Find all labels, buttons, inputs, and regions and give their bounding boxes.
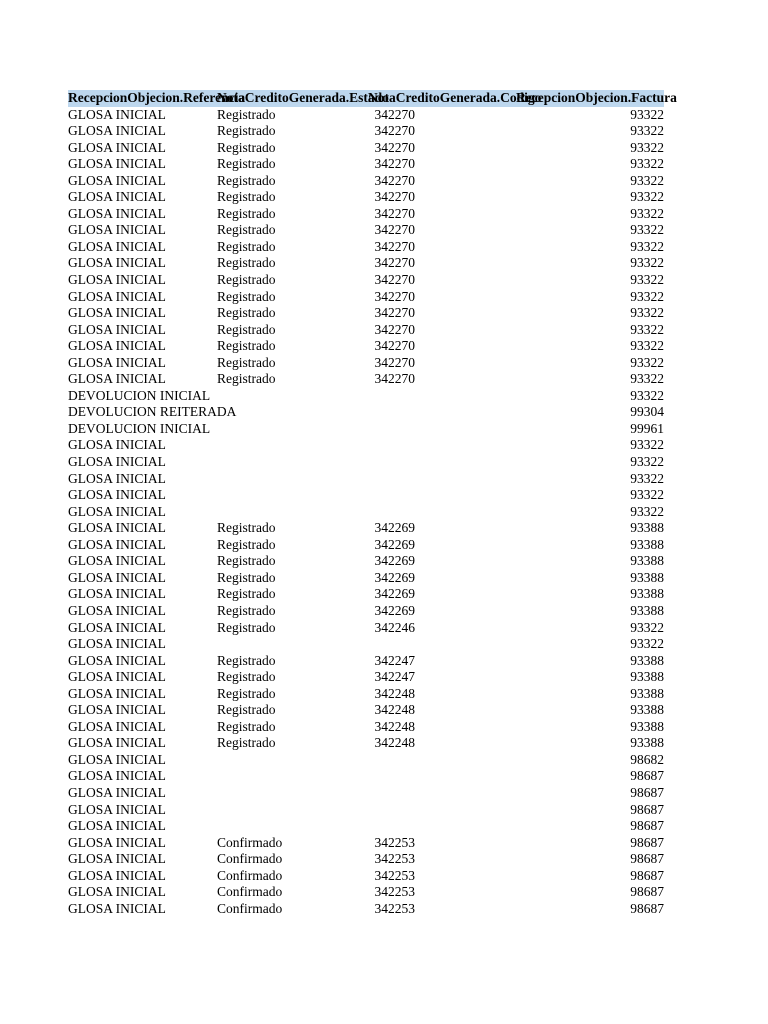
table-row (68, 222, 664, 239)
cell-referencia[interactable]: GLOSA INICIAL (68, 751, 166, 767)
cell-referencia[interactable]: GLOSA INICIAL (68, 867, 166, 883)
cell-estado[interactable]: Registrado (217, 520, 276, 536)
table-row (68, 719, 664, 736)
cell-estado[interactable] (217, 504, 368, 521)
cell-referencia[interactable]: GLOSA INICIAL (68, 569, 166, 585)
cell-factura[interactable]: 93322 (630, 123, 664, 139)
cell-factura[interactable]: 93322 (630, 321, 664, 337)
cell-codigo[interactable]: 342270 (374, 123, 415, 139)
cell-factura[interactable]: 93388 (630, 652, 664, 668)
cell-referencia[interactable]: GLOSA INICIAL (68, 437, 166, 453)
cell-referencia[interactable]: GLOSA INICIAL (68, 669, 166, 685)
cell-estado[interactable] (217, 802, 368, 819)
cell-factura[interactable]: 93388 (630, 569, 664, 585)
cell-estado[interactable] (217, 404, 368, 421)
table-row (68, 818, 664, 835)
cell-codigo[interactable] (368, 437, 516, 454)
cell-factura[interactable]: 93322 (630, 503, 664, 519)
cell-referencia[interactable]: GLOSA INICIAL (68, 305, 166, 321)
cell-factura[interactable]: 93388 (630, 520, 664, 536)
cell-referencia[interactable]: GLOSA INICIAL (68, 503, 166, 519)
cell-factura[interactable]: 98687 (630, 900, 664, 916)
cell-estado[interactable]: Registrado (217, 553, 276, 569)
cell-referencia[interactable]: GLOSA INICIAL (68, 718, 166, 734)
cell-factura[interactable]: 99304 (630, 404, 664, 420)
header-row (68, 90, 677, 107)
cell-codigo[interactable]: 342270 (374, 371, 415, 387)
cell-estado[interactable]: Confirmado (217, 884, 283, 900)
cell-factura[interactable]: 93322 (630, 222, 664, 238)
cell-estado[interactable]: Registrado (217, 602, 276, 618)
table-row (68, 272, 664, 289)
cell-referencia[interactable]: GLOSA INICIAL (68, 818, 166, 834)
table-row (68, 851, 664, 868)
cell-referencia[interactable]: GLOSA INICIAL (68, 205, 166, 221)
cell-factura[interactable]: 98687 (630, 834, 664, 850)
cell-estado[interactable]: Registrado (217, 586, 276, 602)
cell-factura[interactable]: 93322 (630, 619, 664, 635)
table-row (68, 355, 664, 372)
cell-factura[interactable]: 93322 (630, 354, 664, 370)
cell-estado[interactable] (217, 785, 368, 802)
table-row (68, 437, 664, 454)
cell-factura[interactable]: 93322 (630, 288, 664, 304)
table-row (68, 123, 664, 140)
table-row (68, 338, 664, 355)
table-row (68, 636, 664, 653)
cell-codigo[interactable]: 342269 (374, 520, 415, 536)
header-cell-factura[interactable]: RecepcionObjecion.Factura (516, 90, 677, 105)
cell-codigo[interactable] (368, 421, 516, 438)
cell-estado[interactable]: Registrado (217, 536, 276, 552)
table-row (68, 404, 664, 421)
table-row (68, 173, 664, 190)
spreadsheet-table (68, 90, 677, 917)
cell-referencia[interactable]: GLOSA INICIAL (68, 123, 166, 139)
table-row (68, 735, 664, 752)
cell-estado[interactable]: Registrado (217, 354, 276, 370)
cell-factura[interactable]: 93322 (630, 172, 664, 188)
cell-codigo[interactable] (368, 404, 516, 421)
cell-estado[interactable] (217, 768, 368, 785)
cell-estado[interactable]: Registrado (217, 685, 276, 701)
cell-referencia[interactable]: GLOSA INICIAL (68, 272, 166, 288)
cell-referencia[interactable]: GLOSA INICIAL (68, 238, 166, 254)
cell-estado[interactable]: Registrado (217, 718, 276, 734)
cell-factura[interactable]: 98687 (630, 884, 664, 900)
cell-referencia[interactable]: GLOSA INICIAL (68, 454, 166, 470)
cell-codigo[interactable]: 342248 (374, 718, 415, 734)
cell-referencia[interactable]: GLOSA INICIAL (68, 784, 166, 800)
table-row (68, 901, 664, 918)
cell-factura[interactable]: 93322 (630, 205, 664, 221)
cell-factura[interactable]: 93322 (630, 139, 664, 155)
cell-codigo[interactable]: 342270 (374, 255, 415, 271)
table-row (68, 421, 664, 438)
cell-referencia[interactable]: DEVOLUCION INICIAL (68, 387, 211, 403)
cell-referencia[interactable]: GLOSA INICIAL (68, 354, 166, 370)
table-row (68, 471, 664, 488)
cell-estado[interactable]: Registrado (217, 189, 276, 205)
cell-factura[interactable]: 93322 (630, 636, 664, 652)
cell-estado[interactable]: Confirmado (217, 834, 283, 850)
cell-referencia[interactable]: DEVOLUCION INICIAL (68, 420, 211, 436)
cell-codigo[interactable] (368, 471, 516, 488)
cell-factura[interactable]: 93388 (630, 586, 664, 602)
cell-factura[interactable]: 93388 (630, 669, 664, 685)
cell-factura[interactable]: 98687 (630, 818, 664, 834)
cell-referencia[interactable]: GLOSA INICIAL (68, 553, 166, 569)
cell-factura[interactable]: 93322 (630, 371, 664, 387)
cell-estado[interactable]: Registrado (217, 321, 276, 337)
cell-codigo[interactable]: 342270 (374, 156, 415, 172)
cell-codigo[interactable]: 342270 (374, 288, 415, 304)
cell-estado[interactable]: Registrado (217, 338, 276, 354)
cell-factura[interactable]: 93322 (630, 437, 664, 453)
cell-estado[interactable]: Registrado (217, 619, 276, 635)
cell-codigo[interactable]: 342270 (374, 238, 415, 254)
cell-referencia[interactable]: GLOSA INICIAL (68, 156, 166, 172)
cell-referencia[interactable]: GLOSA INICIAL (68, 851, 166, 867)
cell-codigo[interactable]: 342248 (374, 702, 415, 718)
cell-referencia[interactable]: GLOSA INICIAL (68, 189, 166, 205)
cell-codigo[interactable]: 342248 (374, 685, 415, 701)
cell-referencia[interactable]: GLOSA INICIAL (68, 586, 166, 602)
cell-estado[interactable] (217, 437, 368, 454)
cell-estado[interactable]: Registrado (217, 255, 276, 271)
table-row (68, 520, 664, 537)
cell-codigo[interactable] (368, 752, 516, 769)
cell-referencia[interactable]: GLOSA INICIAL (68, 222, 166, 238)
cell-referencia[interactable]: GLOSA INICIAL (68, 900, 166, 916)
table-row (68, 884, 664, 901)
cell-codigo[interactable]: 342253 (374, 884, 415, 900)
cell-codigo[interactable]: 342253 (374, 851, 415, 867)
table-row (68, 537, 664, 554)
cell-codigo[interactable]: 342269 (374, 553, 415, 569)
cell-factura[interactable]: 93322 (630, 470, 664, 486)
cell-codigo[interactable]: 342270 (374, 305, 415, 321)
table-row (68, 835, 664, 852)
cell-factura[interactable]: 98682 (630, 751, 664, 767)
cell-referencia[interactable]: GLOSA INICIAL (68, 288, 166, 304)
cell-referencia[interactable]: GLOSA INICIAL (68, 801, 166, 817)
cell-factura[interactable]: 93388 (630, 685, 664, 701)
table-row (68, 140, 664, 157)
cell-factura[interactable]: 93322 (630, 387, 664, 403)
cell-estado[interactable]: Registrado (217, 205, 276, 221)
cell-estado[interactable]: Confirmado (217, 867, 283, 883)
cell-estado[interactable]: Registrado (217, 652, 276, 668)
cell-factura[interactable]: 93322 (630, 272, 664, 288)
cell-factura[interactable]: 98687 (630, 801, 664, 817)
cell-factura[interactable]: 93322 (630, 156, 664, 172)
table-row (68, 620, 664, 637)
cell-codigo[interactable]: 342269 (374, 602, 415, 618)
cell-factura[interactable]: 98687 (630, 768, 664, 784)
cell-estado[interactable] (217, 471, 368, 488)
cell-factura[interactable]: 93322 (630, 106, 664, 122)
table-row (68, 289, 664, 306)
cell-codigo[interactable] (368, 785, 516, 802)
cell-estado[interactable]: Registrado (217, 735, 276, 751)
cell-codigo[interactable]: 342253 (374, 834, 415, 850)
cell-codigo[interactable]: 342270 (374, 354, 415, 370)
cell-referencia[interactable]: GLOSA INICIAL (68, 768, 166, 784)
cell-estado[interactable] (217, 636, 368, 653)
cell-factura[interactable]: 93322 (630, 189, 664, 205)
cell-estado[interactable]: Registrado (217, 238, 276, 254)
cell-referencia[interactable]: GLOSA INICIAL (68, 321, 166, 337)
cell-codigo[interactable]: 342270 (374, 205, 415, 221)
cell-codigo[interactable]: 342269 (374, 569, 415, 585)
table-row (68, 388, 664, 405)
table-row (68, 868, 664, 885)
cell-referencia[interactable]: GLOSA INICIAL (68, 106, 166, 122)
table-row (68, 570, 664, 587)
cell-factura[interactable]: 93322 (630, 255, 664, 271)
cell-codigo[interactable] (368, 802, 516, 819)
table-row (68, 371, 664, 388)
cell-estado[interactable]: Registrado (217, 172, 276, 188)
cell-codigo[interactable]: 342270 (374, 139, 415, 155)
cell-estado[interactable]: Registrado (217, 123, 276, 139)
cell-factura[interactable]: 93322 (630, 305, 664, 321)
cell-codigo[interactable]: 342253 (374, 900, 415, 916)
cell-factura[interactable]: 93322 (630, 487, 664, 503)
table-row (68, 322, 664, 339)
cell-codigo[interactable]: 342270 (374, 272, 415, 288)
cell-referencia[interactable]: DEVOLUCION REITERADA (68, 404, 237, 420)
header-cell-estado[interactable]: NotaCreditoGenerada.Estado (217, 90, 389, 105)
cell-factura[interactable]: 93388 (630, 718, 664, 734)
cell-estado[interactable]: Registrado (217, 106, 276, 122)
cell-referencia[interactable]: GLOSA INICIAL (68, 619, 166, 635)
table-row (68, 206, 664, 223)
cell-factura[interactable]: 98687 (630, 851, 664, 867)
cell-codigo[interactable] (368, 768, 516, 785)
cell-referencia[interactable]: GLOSA INICIAL (68, 470, 166, 486)
cell-estado[interactable] (217, 818, 368, 835)
cell-codigo[interactable] (368, 504, 516, 521)
cell-codigo[interactable]: 342246 (374, 619, 415, 635)
header-cell-referencia[interactable]: RecepcionObjecion.Referencia (68, 90, 246, 105)
cell-estado[interactable]: Confirmado (217, 900, 283, 916)
cell-estado[interactable]: Registrado (217, 156, 276, 172)
cell-estado[interactable]: Registrado (217, 669, 276, 685)
table-row (68, 785, 664, 802)
cell-factura[interactable]: 93322 (630, 454, 664, 470)
cell-referencia[interactable]: GLOSA INICIAL (68, 172, 166, 188)
cell-codigo[interactable] (368, 818, 516, 835)
table-row (68, 239, 664, 256)
table-row (68, 156, 664, 173)
cell-referencia[interactable]: GLOSA INICIAL (68, 255, 166, 271)
table-row (68, 553, 664, 570)
cell-codigo[interactable]: 342270 (374, 338, 415, 354)
table-row (68, 653, 664, 670)
cell-codigo[interactable] (368, 487, 516, 504)
cell-referencia[interactable]: GLOSA INICIAL (68, 139, 166, 155)
cell-factura[interactable]: 93388 (630, 536, 664, 552)
cell-estado[interactable]: Registrado (217, 222, 276, 238)
cell-codigo[interactable]: 342270 (374, 172, 415, 188)
cell-factura[interactable]: 99961 (630, 420, 664, 436)
cell-estado[interactable]: Registrado (217, 139, 276, 155)
table-row (68, 586, 664, 603)
cell-factura[interactable]: 93388 (630, 702, 664, 718)
cell-referencia[interactable]: GLOSA INICIAL (68, 735, 166, 751)
cell-codigo[interactable]: 342269 (374, 586, 415, 602)
table-row (68, 669, 664, 686)
cell-factura[interactable]: 93322 (630, 238, 664, 254)
cell-referencia[interactable]: GLOSA INICIAL (68, 536, 166, 552)
cell-referencia[interactable]: GLOSA INICIAL (68, 884, 166, 900)
cell-factura[interactable]: 98687 (630, 867, 664, 883)
table-row (68, 768, 664, 785)
cell-referencia[interactable]: GLOSA INICIAL (68, 602, 166, 618)
table-row (68, 802, 664, 819)
cell-estado[interactable] (217, 752, 368, 769)
cell-factura[interactable]: 93322 (630, 338, 664, 354)
cell-estado[interactable]: Registrado (217, 371, 276, 387)
cell-codigo[interactable]: 342270 (374, 321, 415, 337)
cell-estado[interactable] (217, 454, 368, 471)
table-row (68, 305, 664, 322)
cell-referencia[interactable]: GLOSA INICIAL (68, 652, 166, 668)
cell-factura[interactable]: 93388 (630, 735, 664, 751)
cell-referencia[interactable]: GLOSA INICIAL (68, 371, 166, 387)
table-row (68, 686, 664, 703)
cell-codigo[interactable]: 342253 (374, 867, 415, 883)
cell-codigo[interactable] (368, 636, 516, 653)
cell-estado[interactable] (217, 388, 368, 405)
cell-codigo[interactable]: 342270 (374, 222, 415, 238)
table-row (68, 487, 664, 504)
cell-codigo[interactable]: 342269 (374, 536, 415, 552)
header-cell-codigo[interactable]: NotaCreditoGenerada.Codigo (368, 90, 542, 105)
table-body (68, 107, 664, 918)
cell-codigo[interactable]: 342270 (374, 189, 415, 205)
table-row (68, 752, 664, 769)
cell-codigo[interactable] (368, 454, 516, 471)
cell-factura[interactable]: 93388 (630, 553, 664, 569)
cell-estado[interactable] (217, 421, 368, 438)
table-row (68, 504, 664, 521)
cell-codigo[interactable]: 342247 (374, 652, 415, 668)
cell-estado[interactable]: Registrado (217, 272, 276, 288)
cell-codigo[interactable]: 342248 (374, 735, 415, 751)
cell-codigo[interactable]: 342270 (374, 106, 415, 122)
table-row (68, 702, 664, 719)
cell-estado[interactable] (217, 487, 368, 504)
table-row (68, 603, 664, 620)
table-row (68, 454, 664, 471)
cell-codigo[interactable] (368, 388, 516, 405)
cell-referencia[interactable]: GLOSA INICIAL (68, 520, 166, 536)
cell-factura[interactable]: 93388 (630, 602, 664, 618)
table-row (68, 107, 664, 124)
table-row (68, 189, 664, 206)
cell-codigo[interactable]: 342247 (374, 669, 415, 685)
cell-referencia[interactable]: GLOSA INICIAL (68, 487, 166, 503)
cell-estado[interactable]: Registrado (217, 702, 276, 718)
cell-estado[interactable]: Registrado (217, 288, 276, 304)
table-row (68, 255, 664, 272)
cell-estado[interactable]: Registrado (217, 569, 276, 585)
cell-estado[interactable]: Registrado (217, 305, 276, 321)
cell-estado[interactable]: Confirmado (217, 851, 283, 867)
cell-referencia[interactable]: GLOSA INICIAL (68, 338, 166, 354)
cell-referencia[interactable]: GLOSA INICIAL (68, 702, 166, 718)
cell-referencia[interactable]: GLOSA INICIAL (68, 834, 166, 850)
cell-referencia[interactable]: GLOSA INICIAL (68, 636, 166, 652)
cell-referencia[interactable]: GLOSA INICIAL (68, 685, 166, 701)
cell-factura[interactable]: 98687 (630, 784, 664, 800)
